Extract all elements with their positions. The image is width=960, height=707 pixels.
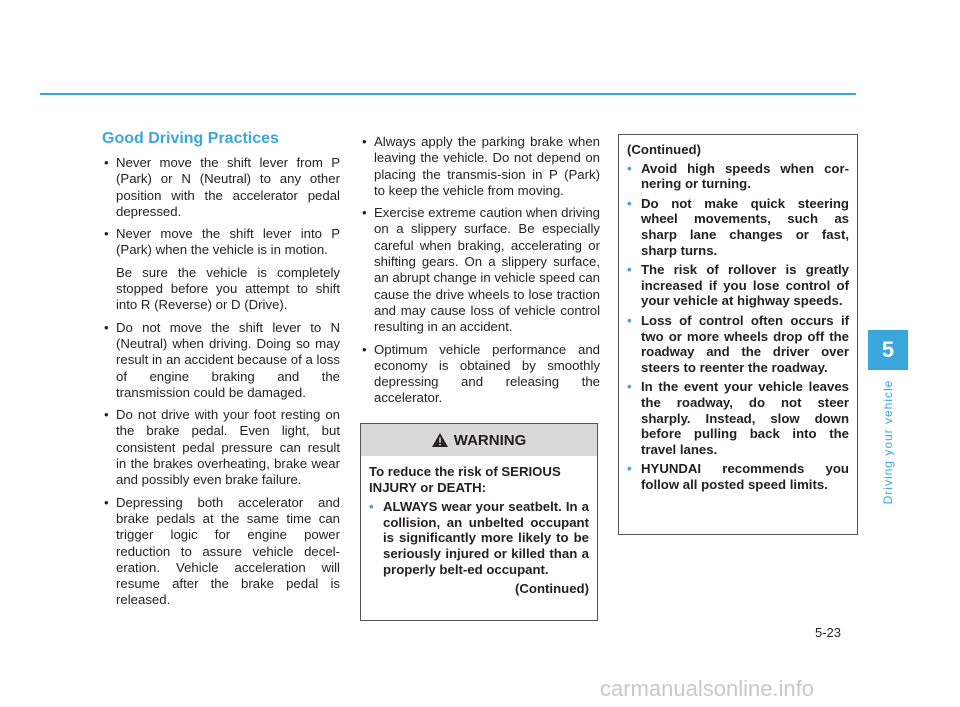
left-bullet-list (102, 155, 340, 609)
continued-item: • Loss of control often occurs if two or more wheels drop off the roadway and the driver over steers to reenter the roadway. (627, 313, 849, 375)
left-column (102, 155, 340, 615)
continued-list (627, 161, 849, 493)
list-item-text: Depressing both accelerator and brake pedals at the same time can trigger logic for engine power reduction to assure vehicle decel-eration. Vehicle acceleration will resume after the brake pedal is released. (116, 494, 340, 608)
list-item (360, 205, 600, 335)
list-item-text: Never move the shift lever from P (Park) or N (Neutral) to any other position with the accelerator pedal depressed. (116, 155, 340, 219)
warning-box (360, 423, 598, 621)
warning-title: WARNING (453, 431, 527, 449)
chapter-number-tab: 5 (868, 330, 908, 370)
continued-item: • Avoid high speeds when cor-nering or turning. (627, 161, 849, 192)
list-item-text: Do not move the shift lever to N (Neutral) when driving. Doing so may result in an accident because of a loss of engine braking and the transmission could be damaged. (116, 319, 340, 400)
warning-body (369, 464, 589, 597)
list-item-text: Exercise extreme caution when driving on a slippery surface. Be especially careful when braking, accelerating or shifting gears. On a slippery surface, an abrupt change in vehicle speed can cause the drive wheels to lose traction and may cause loss of vehicle control resulting in an accident. (374, 205, 600, 335)
warning-intro: To reduce the risk of SERIOUS INJURY or DEATH: (369, 464, 561, 495)
continued-head: (Continued) (627, 142, 701, 157)
chapter-label-text: Driving your vehicle (881, 379, 895, 505)
list-item (360, 342, 600, 407)
list-item (360, 134, 600, 199)
continued-body (627, 142, 849, 496)
warning-item: • ALWAYS wear your seatbelt. In a collision, an unbelted occupant is significantly more likely to be seriously injured or killed than a properly belt-ed occupant. (369, 499, 589, 577)
list-item (102, 155, 340, 220)
watermark: carmanualsonline.info (600, 676, 815, 701)
header-rule (40, 93, 856, 95)
list-item (102, 407, 340, 488)
middle-bullet-list (360, 134, 600, 407)
continued-item: • Do not make quick steering wheel movements, such as sharp lane changes or fast, sharp turns. (627, 196, 849, 258)
list-item-text: Never move the shift lever into P (Park) when the vehicle is in motion. (116, 226, 340, 258)
continued-label: (Continued) (515, 581, 589, 597)
list-item-note: Be sure the vehicle is completely stopped before you attempt to shift into R (Reverse) or D (Drive). (116, 264, 340, 313)
section-title: Good Driving Practices (102, 130, 279, 147)
continued-item: • HYUNDAI recommends you follow all posted speed limits. (627, 461, 849, 492)
list-item (102, 226, 340, 313)
middle-column (360, 134, 600, 413)
list-item (102, 320, 340, 401)
list-item-text: Do not drive with your foot resting on the brake pedal. Even light, but consistent pedal pressure can result in the brakes overheating, brake wear and possibly even brake failure. (116, 407, 340, 488)
list-item (102, 495, 340, 609)
warning-header (361, 424, 597, 456)
page-number: 5-23 (815, 625, 842, 640)
warning-triangle-icon (432, 433, 448, 447)
list-item-text: Always apply the parking brake when leaving the vehicle. Do not depend on placing the transmis-sion in P (Park) to keep the vehicle from moving. (374, 134, 600, 198)
chapter-label (868, 372, 908, 512)
continued-item: • In the event your vehicle leaves the roadway, do not steer sharply. Instead, slow down before pulling back into the travel lanes. (627, 379, 849, 457)
warning-list (369, 499, 589, 577)
list-item-text: Optimum vehicle performance and economy is obtained by smoothly depressing and releasing the accelerator. (374, 341, 600, 406)
continued-item: • The risk of rollover is greatly increased if you lose control of your vehicle at highway speeds. (627, 262, 849, 309)
continued-warning-box (618, 134, 858, 535)
